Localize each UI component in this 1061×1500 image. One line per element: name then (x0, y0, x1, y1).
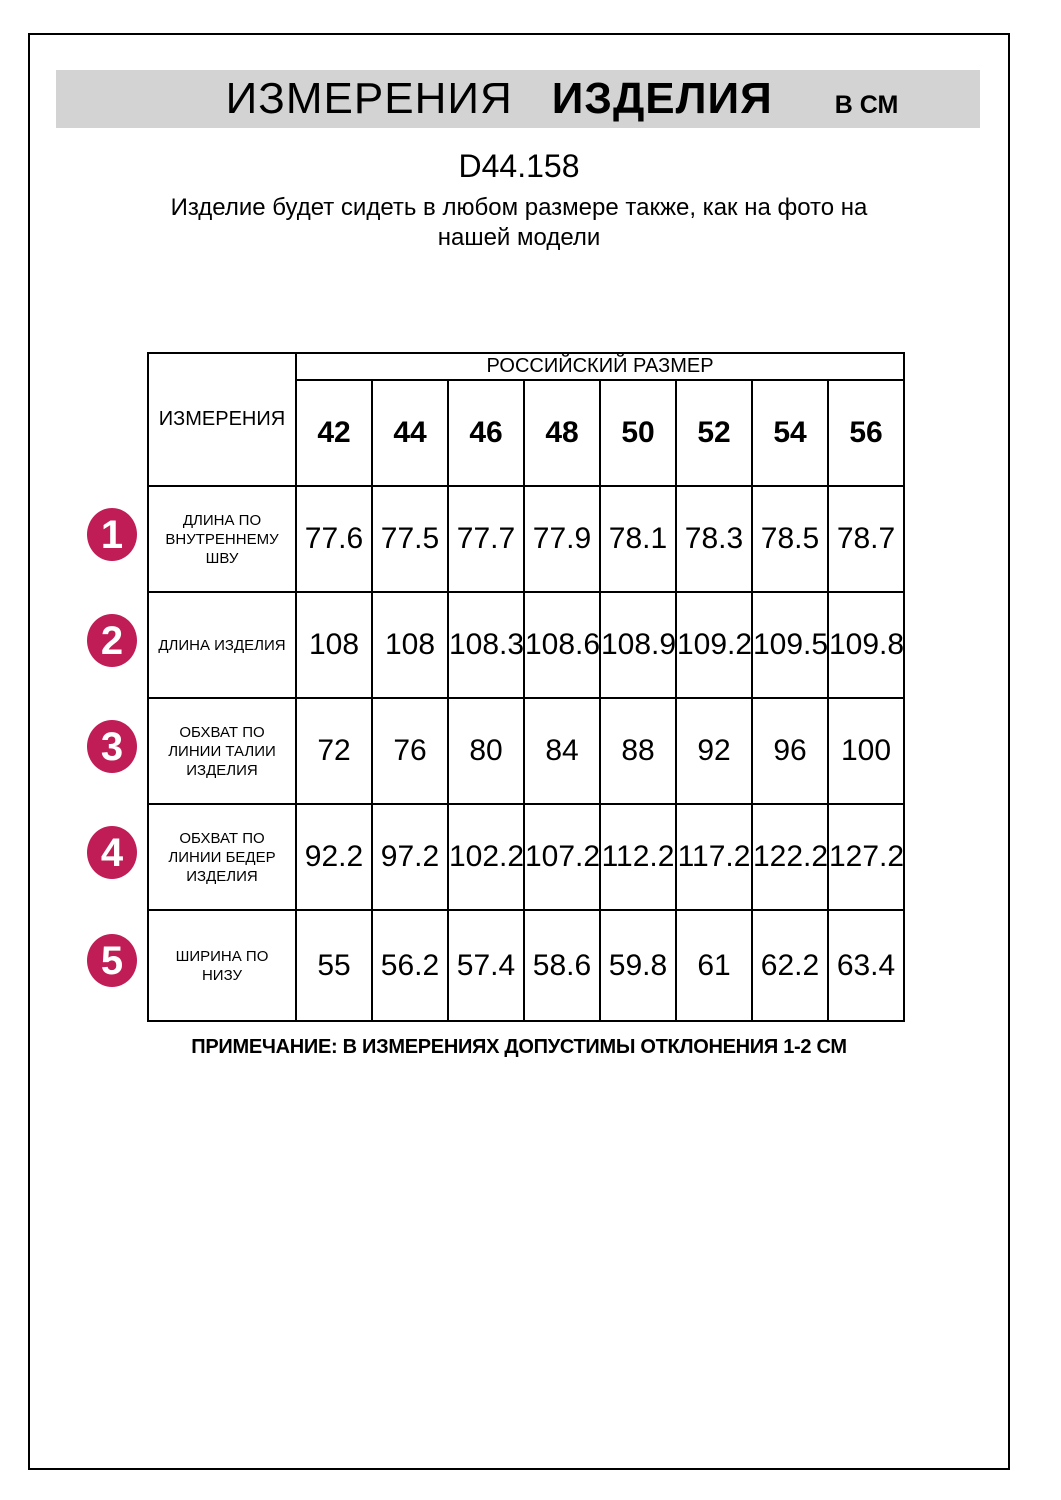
measurement-row (148, 486, 904, 592)
measurement-value: 107.2 (524, 804, 600, 910)
size-column-header: 42 (296, 380, 372, 486)
size-column-header: 54 (752, 380, 828, 486)
measurement-value: 96 (752, 698, 828, 804)
row-number-badge: 2 (87, 614, 137, 667)
row-number-badge: 4 (87, 826, 137, 879)
measurement-value: 108.9 (600, 592, 676, 698)
measurement-value: 77.9 (524, 486, 600, 592)
measurements-column-header: ИЗМЕРЕНИЯ (148, 353, 296, 486)
measurement-label: ШИРИНА ПО НИЗУ (148, 910, 296, 1021)
measurement-value: 122.2 (752, 804, 828, 910)
measurement-value: 77.5 (372, 486, 448, 592)
measurement-value: 109.5 (752, 592, 828, 698)
size-column-header: 50 (600, 380, 676, 486)
measurement-value: 108 (296, 592, 372, 698)
size-column-header: 44 (372, 380, 448, 486)
measurement-value: 78.7 (828, 486, 904, 592)
measurement-value: 108.3 (448, 592, 524, 698)
measurement-value: 117.2 (676, 804, 752, 910)
size-table (147, 352, 905, 1022)
measurement-value: 78.1 (600, 486, 676, 592)
russian-size-header: РОССИЙСКИЙ РАЗМЕР (296, 353, 904, 380)
measurement-value: 76 (372, 698, 448, 804)
measurement-value: 102.2 (448, 804, 524, 910)
measurement-value: 88 (600, 698, 676, 804)
units-label: В СМ (834, 91, 899, 119)
product-code: D44.158 (458, 148, 580, 184)
measurement-value: 109.2 (676, 592, 752, 698)
measurement-value: 56.2 (372, 910, 448, 1021)
measurement-label: ДЛИНА ПО ВНУТРЕННЕМУ ШВУ (148, 486, 296, 592)
size-column-header: 52 (676, 380, 752, 486)
measurement-row (148, 698, 904, 804)
size-column-header: 46 (448, 380, 524, 486)
size-column-header: 48 (524, 380, 600, 486)
measurement-value: 92 (676, 698, 752, 804)
measurement-value: 100 (828, 698, 904, 804)
measurement-value: 58.6 (524, 910, 600, 1021)
measurement-value: 63.4 (828, 910, 904, 1021)
title-banner (56, 70, 980, 128)
measurement-value: 77.7 (448, 486, 524, 592)
measurement-label: ОБХВАТ ПО ЛИНИИ БЕДЕР ИЗДЕЛИЯ (148, 804, 296, 910)
measurement-value: 77.6 (296, 486, 372, 592)
measurement-value: 127.2 (828, 804, 904, 910)
row-number-badge: 5 (87, 934, 137, 987)
measurement-value: 108.6 (524, 592, 600, 698)
measurement-value: 59.8 (600, 910, 676, 1021)
measurement-row (148, 910, 904, 1021)
measurement-value: 97.2 (372, 804, 448, 910)
measurement-value: 78.3 (676, 486, 752, 592)
page-title-emphasis: ИЗДЕЛИЯ (551, 74, 773, 123)
measurement-label: ОБХВАТ ПО ЛИНИИ ТАЛИИ ИЗДЕЛИЯ (148, 698, 296, 804)
measurement-value: 80 (448, 698, 524, 804)
row-number-badge: 3 (87, 720, 137, 773)
measurement-value: 57.4 (448, 910, 524, 1021)
measurement-label: ДЛИНА ИЗДЕЛИЯ (148, 592, 296, 698)
measurement-value: 55 (296, 910, 372, 1021)
row-number-badge: 1 (87, 508, 137, 561)
measurement-value: 112.2 (600, 804, 676, 910)
measurement-row (148, 592, 904, 698)
page-title: ИЗМЕРЕНИЯ (225, 74, 513, 123)
measurement-value: 108 (372, 592, 448, 698)
measurement-row (148, 804, 904, 910)
fit-note: Изделие будет сидеть в любом размере также, как на фото на нашей модели (170, 194, 868, 251)
size-group-row (148, 353, 904, 380)
measurement-value: 62.2 (752, 910, 828, 1021)
measurement-value: 61 (676, 910, 752, 1021)
measurement-value: 109.8 (828, 592, 904, 698)
measurement-value: 72 (296, 698, 372, 804)
measurement-value: 84 (524, 698, 600, 804)
size-column-header: 56 (828, 380, 904, 486)
measurement-value: 78.5 (752, 486, 828, 592)
measurement-value: 92.2 (296, 804, 372, 910)
tolerance-note: ПРИМЕЧАНИЕ: В ИЗМЕРЕНИЯХ ДОПУСТИМЫ ОТКЛОНЕНИЯ 1-2 СМ (191, 1036, 847, 1058)
